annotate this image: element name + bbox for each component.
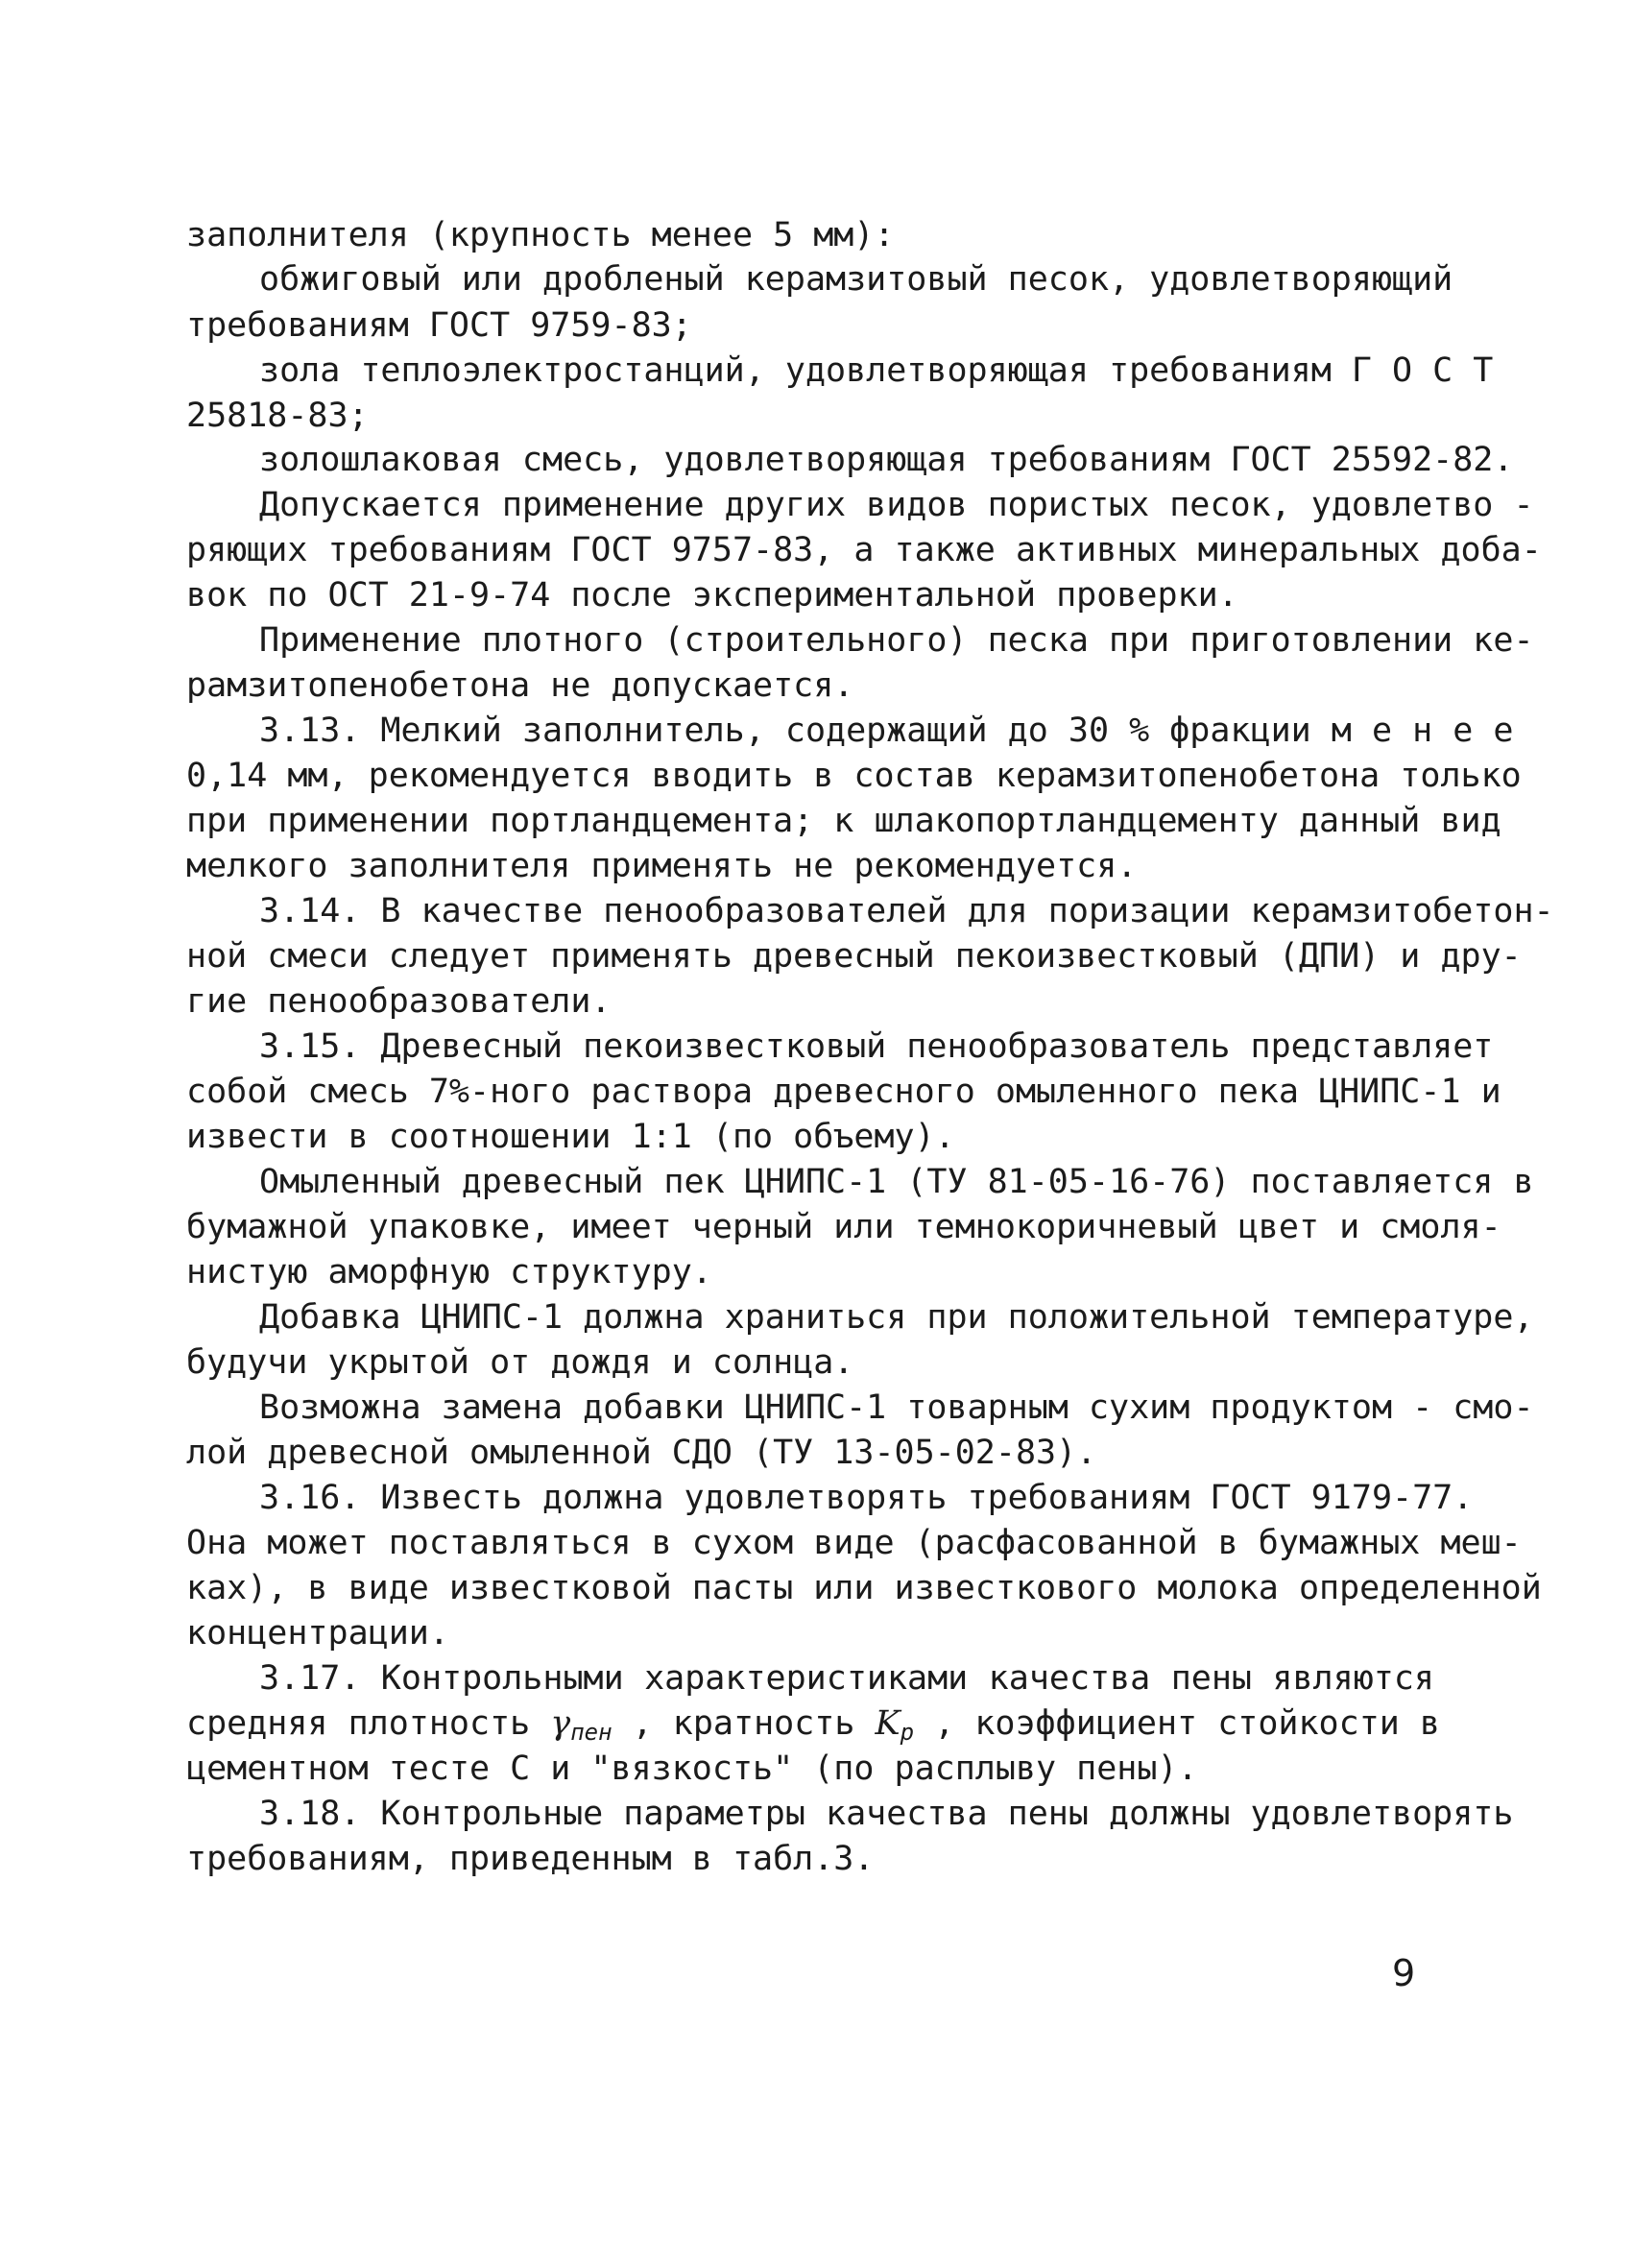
text-fragment: средняя плотность: [186, 1704, 551, 1743]
text-line: 3.18. Контрольные параметры качества пены должны удовлетворять: [259, 1795, 1514, 1833]
text-line: ряющих требованиям ГОСТ 9757-83, а также активных минеральных доба-: [186, 531, 1542, 569]
text-line: рамзитопенобетона не допускается.: [186, 666, 854, 705]
text-line: требованиям ГОСТ 9759-83;: [186, 306, 692, 345]
text-line: Добавка ЦНИПС-1 должна храниться при положительной температуре,: [259, 1298, 1534, 1337]
text-line: требованиям, приведенным в табл.3.: [186, 1840, 875, 1878]
text-fragment: , кратность: [612, 1704, 876, 1743]
text-line: собой смесь 7%-ного раствора древесного омыленного пека ЦНИПС-1 и: [186, 1073, 1501, 1111]
text-line: мелкого заполнителя применять не рекомендуется.: [186, 847, 1138, 885]
gamma-subscript: пен: [570, 1719, 612, 1746]
text-line: вок по ОСТ 21-9-74 после экспериментальной проверки.: [186, 576, 1238, 615]
text-line: бумажной упаковке, имеет черный или темнокоричневый цвет и смоля-: [186, 1208, 1501, 1246]
text-line: 3.13. Мелкий заполнитель, содержащий до 30 % фракции м е н е е: [259, 712, 1514, 750]
text-line: 3.15. Древесный пекоизвестковый пенообразователь представляет: [259, 1027, 1494, 1066]
text-line: 3.14. В качестве пенообразователей для поризации керамзитобетон-: [259, 892, 1554, 930]
page-number: 9: [1392, 1952, 1416, 1994]
text-fragment: , коэффициент стойкости в: [914, 1704, 1440, 1743]
text-line: Применение плотного (строительного) песка при приготовлении ке-: [259, 621, 1534, 660]
text-line: цементном тесте С и "вязкость" (по расплыву пены).: [186, 1749, 1198, 1788]
text-line: концентрации.: [186, 1614, 449, 1653]
text-line: зола теплоэлектростанций, удовлетворяющая требованиям Г О С Т: [259, 351, 1494, 390]
k-symbol: K: [875, 1704, 901, 1743]
text-line: гие пенообразователи.: [186, 982, 612, 1021]
formula-line: [186, 1701, 1440, 1746]
text-line: 0,14 мм, рекомендуется вводить в состав керамзитопенобетона только: [186, 757, 1522, 795]
text-line: золошлаковая смесь, удовлетворяющая требованиям ГОСТ 25592-82.: [259, 441, 1514, 479]
text-line: извести в соотношении 1:1 (по объему).: [186, 1118, 955, 1156]
text-line: Омыленный древесный пек ЦНИПС-1 (ТУ 81-05-16-76) поставляется в: [259, 1163, 1534, 1201]
text-line: будучи укрытой от дождя и солнца.: [186, 1343, 854, 1382]
text-line: ках), в виде известковой пасты или известкового молока определенной: [186, 1569, 1542, 1607]
text-line: нистую аморфную структуру.: [186, 1253, 712, 1291]
text-line: при применении портландцемента; к шлакопортландцементу данный вид: [186, 802, 1501, 840]
gamma-symbol: γ: [550, 1704, 571, 1743]
text-line: обжиговый или дробленый керамзитовый песок, удовлетворяющий: [259, 260, 1453, 299]
k-subscript: р: [900, 1719, 915, 1746]
text-line: лой древесной омыленной СДО (ТУ 13-05-02-83).: [186, 1434, 1097, 1472]
text-line: Допускается применение других видов пористых песок, удовлетво -: [259, 486, 1534, 524]
text-line: заполнителя (крупность менее 5 мм):: [186, 216, 895, 254]
text-line: 3.16. Известь должна удовлетворять требованиям ГОСТ 9179-77.: [259, 1479, 1474, 1517]
text-line: 25818-83;: [186, 397, 369, 435]
text-line: ной смеси следует применять древесный пекоизвестковый (ДПИ) и дру-: [186, 937, 1522, 976]
text-line: Она может поставляться в сухом виде (расфасованной в бумажных меш-: [186, 1524, 1522, 1562]
text-line: Возможна замена добавки ЦНИПС-1 товарным сухим продуктом - смо-: [259, 1388, 1534, 1427]
text-line: 3.17. Контрольными характеристиками качества пены являются: [259, 1659, 1434, 1698]
